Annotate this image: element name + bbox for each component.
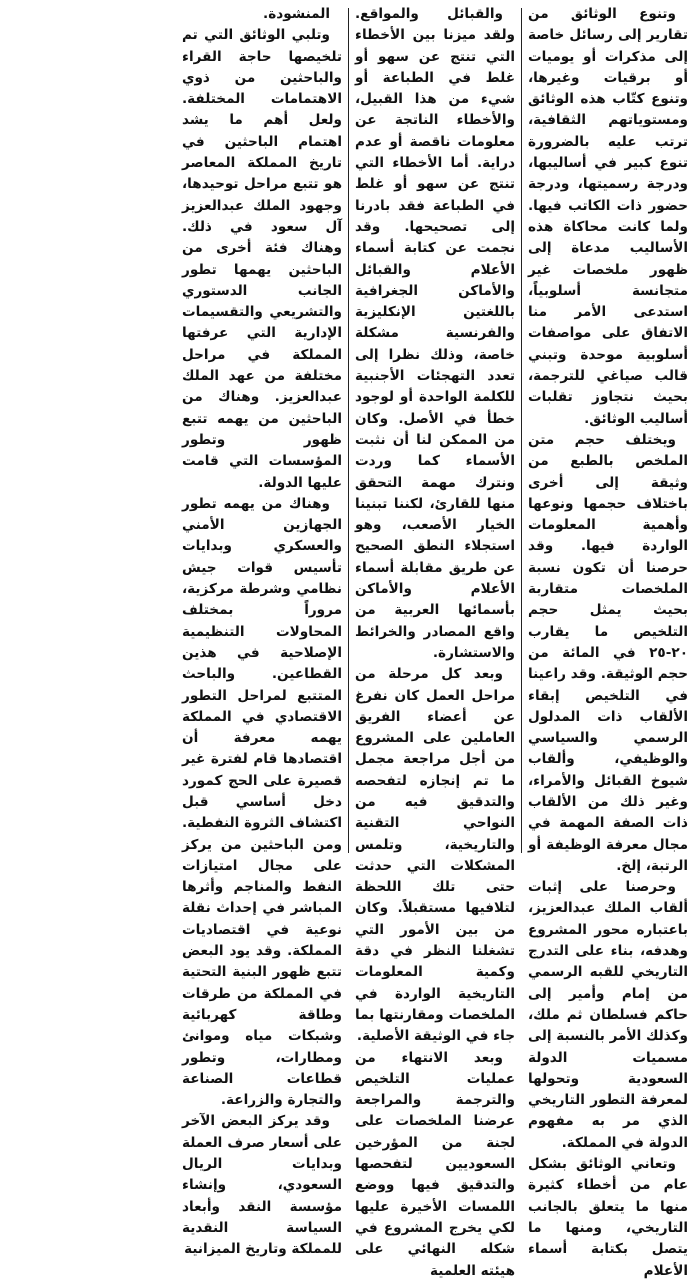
article-column-right: [522, 4, 694, 1279]
paragraph: المنشودة.: [263, 6, 330, 22]
paragraph: وبعد الانتهاء من عمليات التلخيص والترجمة والمراجعة عرضنا الملخصات على لجنة من المؤرخين السعوديين لتفحصها والتدقيق فيها ووضع اللمسات الأخيرة عليها لكي يخرج المشروع في شكله النهائي على هيئته العلمية: [355, 1049, 515, 1279]
paragraph: ويختلف حجم متن الملخص بالطبع من وثيقة إلى أخرى باختلاف حجمها ونوعها وأهمية المعلومات الواردة فيها. وقد حرصنا أن تكون نسبة الملخصات متقاربة بحيث يمثل حجم التلخيص ما يقارب ٢٠-٢٥ في المائة من حجم الوثيقة. وقد راعينا في التلخيص إبقاء الألقاب ذات المدلول الرسمي والسياسي والوظيفي، وألقاب شيوخ القبائل والأمراء، وغير ذلك من الألقاب ذات الصفة المهمة في مجال معرفة الوظيفة أو الرتبة، إلخ.: [528, 431, 688, 874]
article-column-middle: [349, 4, 521, 1279]
paragraph: وبعد كل مرحلة من مراحل العمل كان نفرغ عن أعضاء الفريق العاملين على المشروع من أجل مراجعة مجمل ما تم إنجازه لتفحصه والتدقيق فيه من النواحي التقنية والتاريخية، وتلمس المشكلات التي حدثت حتى تلك اللحظة لتلافيها مستقبلاً. وكان من بين الأمور التي تشغلنا النظر في دقة وكمية المعلومات التاريخية الواردة في الملخصات ومقارنتها بما جاء في الوثيقة الأصلية.: [355, 666, 515, 1045]
paragraph: وهناك من يهمه تطور الجهازين الأمني والعسكري وبدايات تأسيس قوات جيش نظامي وشرطة مركزية، مروراً بمختلف المحاولات التنظيمية الإصلاحية في هذين القطاعين. والباحث المتتبع لمراحل التطور الاقتصادي في المملكة يهمه معرفة أن اقتصادها قام لفترة غير قصيرة على الحج كمورد دخل أساسي قبل اكتشاف الثروة النفطية. ومن الباحثين من يركز على مجال امتيازات النفط والمناجم وأثرها المباشر في إحداث نقلة نوعية في اقتصاديات المملكة. وقد يود البعض تتبع ظهور البنية التحتية في المملكة من طرقات وطاقة كهربائية وشبكات مياه وموانئ ومطارات، وتطور قطاعات الصناعة والتجارة والزراعة.: [182, 495, 342, 1109]
paragraph: والقبائل والمواقع. ولقد ميزنا بين الأخطاء التي تنتج عن سهو أو غلط في الطباعة أو شيء من هذا القبيل، والأخطاء الناتجة عن معلومات ناقصة أو عدم دراية. أما الأخطاء التي تنتج عن سهو أو غلط في الطباعة فقد بادرنا إلى تصحيحها. وقد نجمت عن كتابة أسماء الأعلام والقبائل والأماكن الجغرافية باللغتين الإنكليزية والفرنسية مشكلة خاصة، وذلك نظرا إلى تعدد التهجئات الأجنبية للكلمة الواحدة أو لوجود خطأ في الأصل. وكان من الممكن لنا أن نثبت الأسماء كما وردت ونترك مهمة التحقق منها للقارئ، لكننا تبنينا الخيار الأصعب، وهو استجلاء النطق الصحيح عن طريق مقابلة أسماء الأعلام والأماكن بأسمائها العربية من واقع المصادر والخرائط والاستشارة.: [355, 6, 515, 661]
paragraph: وتنوع الوثائق من تقارير إلى رسائل خاصة إلى مذكرات أو يوميات أو برقيات وغيرها، وتنوع كتّاب هذه الوثائق ومستوياتهم الثقافية، ترتب عليه بالضرورة تنوع كبير في أساليبها، ودرجة رسميتها، ودرجة حضور ذات الكاتب فيها. ولما كانت محاكاة هذه الأساليب مدعاة إلى ظهور ملخصات غير متجانسة أسلوبياً، استدعى الأمر منا الاتفاق على مواصفات أسلوبية موحدة وتبني قالب صياغي للترجمة، بحيث نتجاوز تقلبات أساليب الوثائق.: [528, 6, 688, 427]
column-divider: [521, 8, 522, 853]
paragraph: وقد يركز البعض الآخر على أسعار صرف العملة وبدايات الريال السعودي، وإنشاء مؤسسة النقد وأبعاد السياسة النقدية للمملكة وتاريخ الميزانية: [182, 1113, 342, 1258]
paragraph: وتعاني الوثائق بشكل عام من أخطاء كثيرة منها ما يتعلق بالجانب التاريخي، ومنها ما يتصل بكتابة أسماء الأعلام: [528, 1156, 688, 1279]
article-column-left: [176, 4, 348, 1258]
column-divider: [348, 8, 349, 853]
paragraph: وحرصنا على إثبات ألقاب الملك عبدالعزيز، باعتباره محور المشروع وهدفه، بناء على التدرج التاريخي للقبه الرسمي من إمام وأمير إلى حاكم فسلطان ثم ملك، وكذلك الأمر بالنسبة إلى مسميات الدولة السعودية وتحولها لمعرفة التطور التاريخي الذي مر به مفهوم الدولة في المملكة.: [528, 879, 688, 1151]
paragraph: وتلبي الوثائق التي تم تلخيصها حاجة القراء والباحثين من ذوي الاهتمامات المختلفة. ولعل أهم ما يشد اهتمام الباحثين في تاريخ المملكة المعاصر هو تتبع مراحل توحيدها، وجهود الملك عبدالعزيز آل سعود في ذلك. وهناك فئة أخرى من الباحثين يهمها تطور الجانب الدستوري والتشريعي والتقسيمات الإدارية التي عرفتها المملكة في مراحل مختلفة من عهد الملك عبدالعزيز. وهناك من الباحثين من يهمه تتبع ظهور وتطور المؤسسات التي قامت عليها الدولة.: [182, 27, 342, 491]
